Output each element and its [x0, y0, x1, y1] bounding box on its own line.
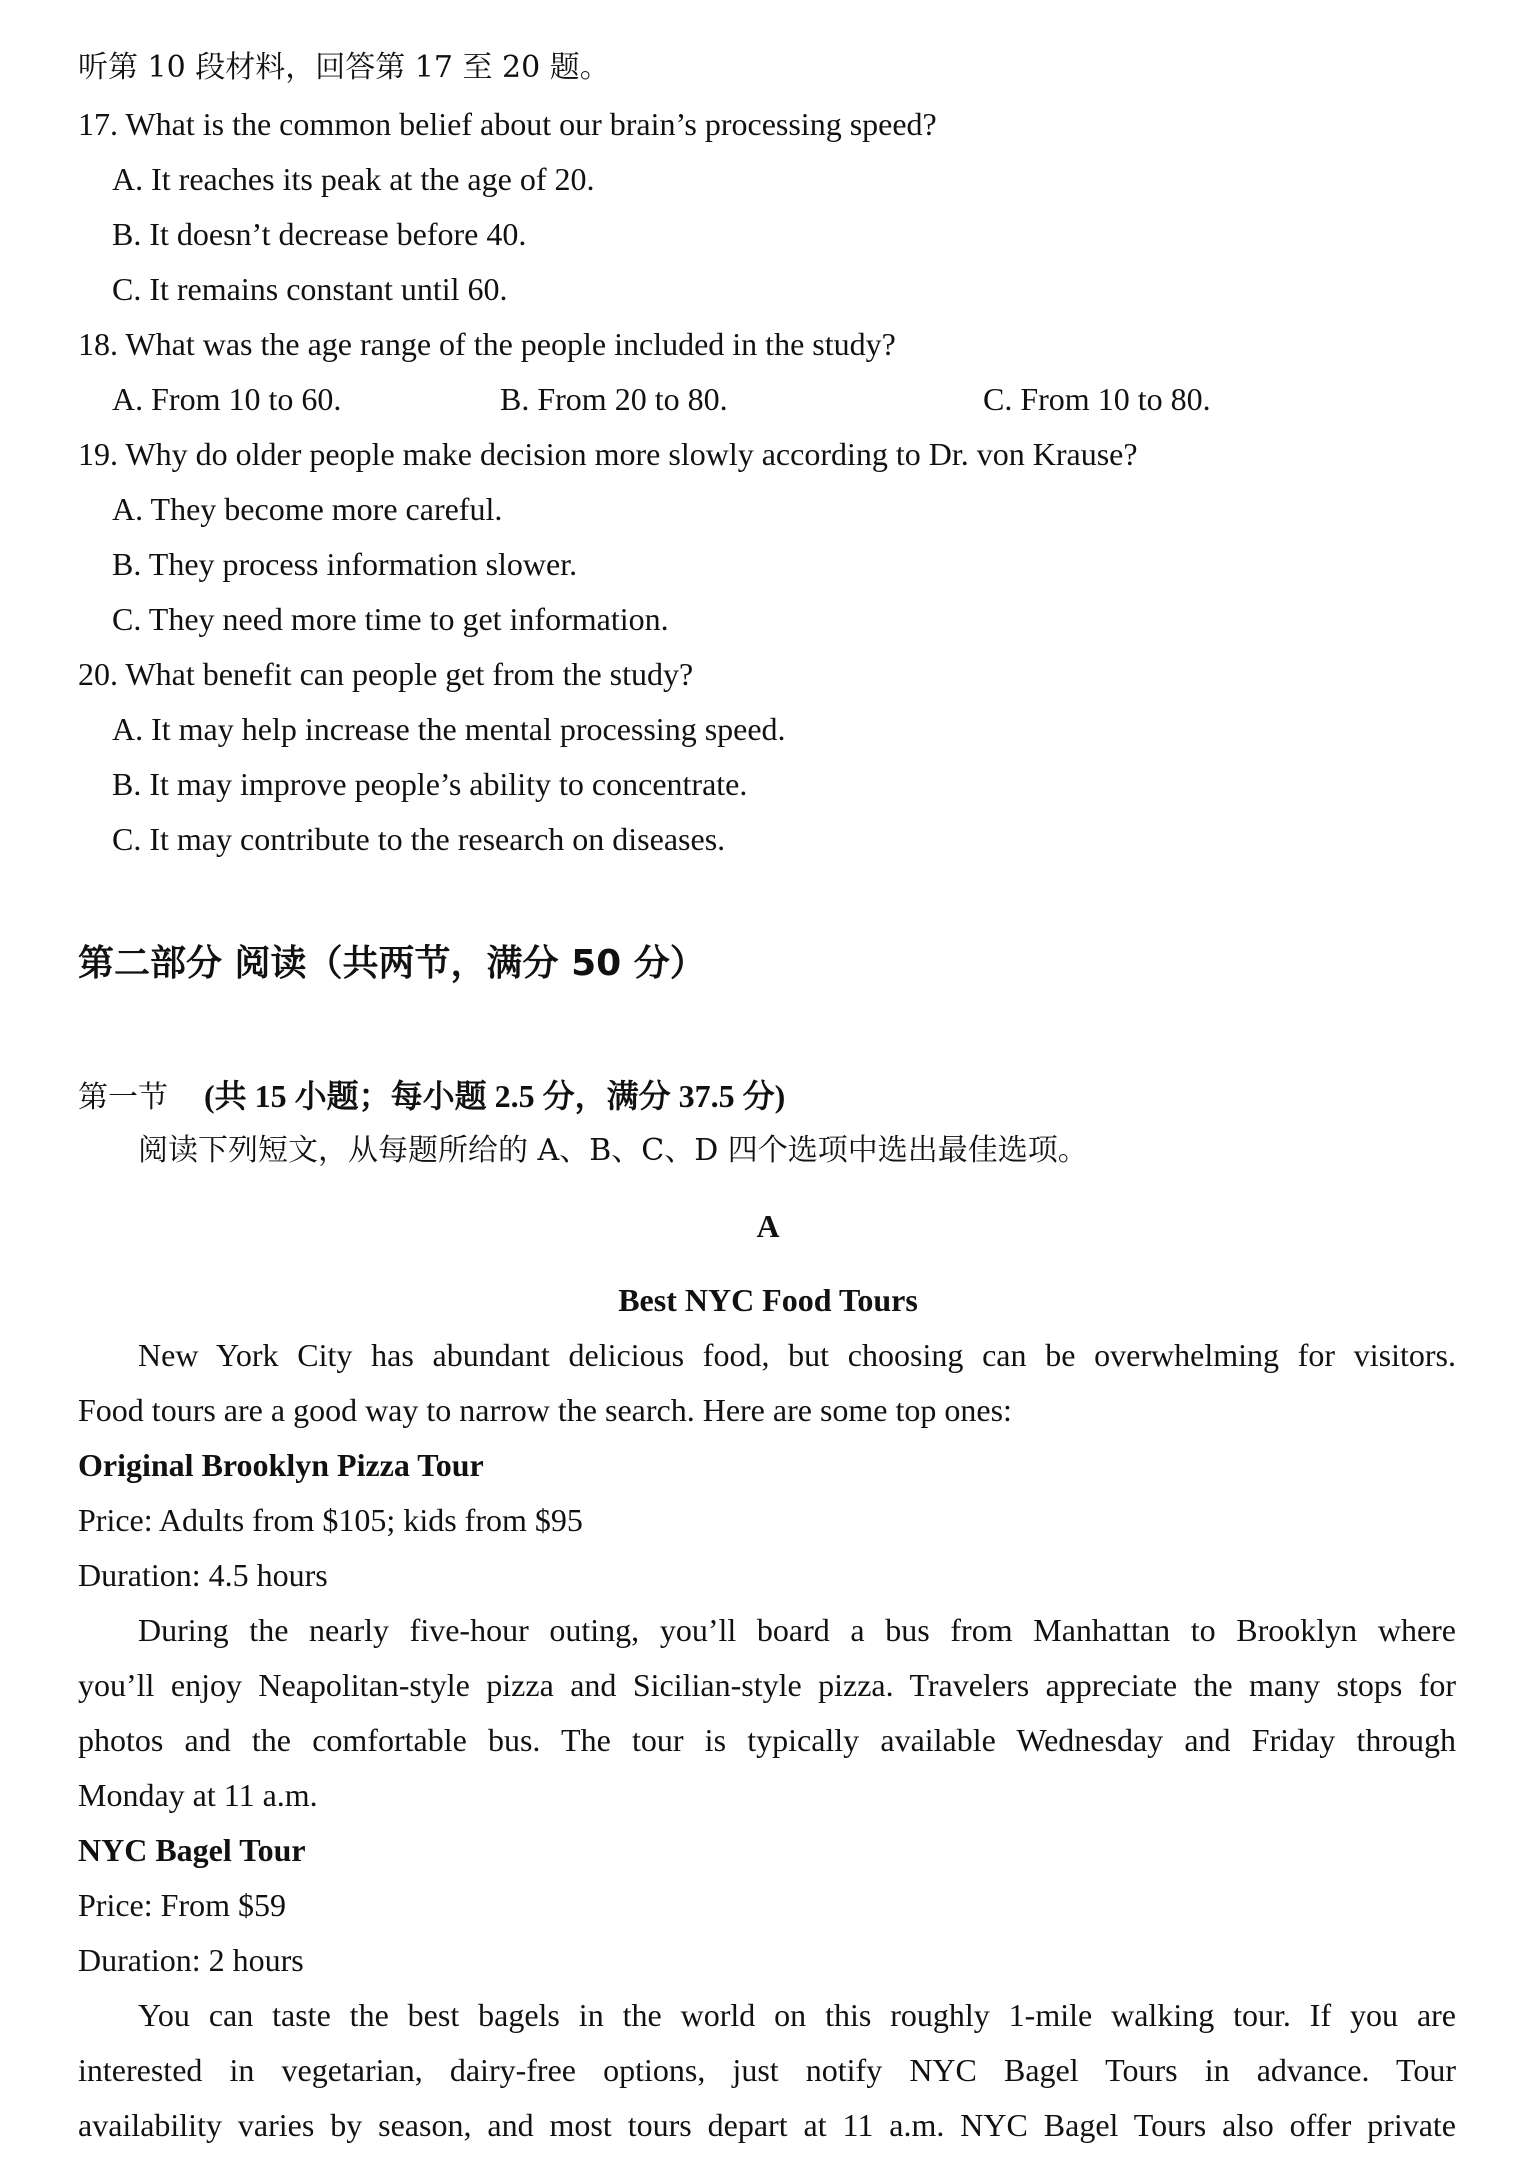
tour-1-name: Original Brooklyn Pizza Tour: [78, 1447, 484, 1483]
section-one-info: (共 15 小题；每小题 2.5 分，满分 37.5 分): [204, 1078, 786, 1114]
question-17-option-a: A. It reaches its peak at the age of 20.: [112, 161, 595, 197]
part-two-title: 第二部分 阅读（共两节，满分 50 分）: [78, 943, 706, 984]
question-20-option-c: C. It may contribute to the research on diseases.: [112, 821, 726, 857]
question-18-option-c: C. From 10 to 80.: [983, 381, 1211, 417]
question-20-option-a: A. It may help increase the mental processing speed.: [112, 711, 786, 747]
question-19-option-b: B. They process information slower.: [112, 546, 578, 582]
question-18-option-a: A. From 10 to 60.: [112, 381, 342, 417]
question-19-stem: 19. Why do older people make decision more slowly according to Dr. von Krause?: [78, 436, 1138, 472]
tour-2-body-line-1: You can taste the best bagels in the world on this roughly 1-mile walking tour. If you are: [138, 1997, 1456, 2033]
section-one-instruction: 阅读下列短文，从每题所给的 A、B、C、D 四个选项中选出最佳选项。: [138, 1133, 1088, 1168]
listening-instruction: 听第 10 段材料，回答第 17 至 20 题。: [78, 50, 610, 85]
question-19-option-c: C. They need more time to get information.: [112, 601, 669, 637]
question-18-stem: 18. What was the age range of the people included in the study?: [78, 326, 896, 362]
passage-title: Best NYC Food Tours: [618, 1282, 918, 1318]
question-17-option-b: B. It doesn’t decrease before 40.: [112, 216, 527, 252]
question-20-option-b: B. It may improve people’s ability to concentrate.: [112, 766, 748, 802]
intro-line-2: Food tours are a good way to narrow the search. Here are some top ones:: [78, 1392, 1012, 1428]
question-20-stem: 20. What benefit can people get from the study?: [78, 656, 694, 692]
tour-1-body-line-2: you’ll enjoy Neapolitan-style pizza and Sicilian-style pizza. Travelers appreciate the many stops for: [78, 1667, 1456, 1703]
tour-1-body-line-1: During the nearly five-hour outing, you’ll board a bus from Manhattan to Brooklyn where: [138, 1612, 1456, 1648]
tour-1-body-line-4: Monday at 11 a.m.: [78, 1777, 318, 1813]
question-18-option-b: B. From 20 to 80.: [500, 381, 728, 417]
tour-2-price: Price: From $59: [78, 1887, 286, 1923]
tour-1-price: Price: Adults from $105; kids from $95: [78, 1502, 583, 1538]
question-17-option-c: C. It remains constant until 60.: [112, 271, 508, 307]
section-one-label: 第一节: [78, 1080, 168, 1115]
tour-1-duration: Duration: 4.5 hours: [78, 1557, 328, 1593]
tour-1-body-line-3: photos and the comfortable bus. The tour is typically available Wednesday and Friday through: [78, 1722, 1456, 1758]
section-one-header: [78, 1076, 785, 1118]
question-17-stem: 17. What is the common belief about our brain’s processing speed?: [78, 106, 937, 142]
tour-2-name: NYC Bagel Tour: [78, 1832, 306, 1868]
tour-2-duration: Duration: 2 hours: [78, 1942, 304, 1978]
question-19-option-a: A. They become more careful.: [112, 491, 503, 527]
passage-letter: A: [756, 1208, 780, 1244]
tour-2-body-line-3: availability varies by season, and most tours depart at 11 a.m. NYC Bagel Tours also offer private: [78, 2107, 1456, 2143]
tour-2-body-line-2: interested in vegetarian, dairy-free options, just notify NYC Bagel Tours in advance. Tour: [78, 2052, 1456, 2088]
intro-line-1: New York City has abundant delicious food, but choosing can be overwhelming for visitors.: [138, 1337, 1456, 1373]
